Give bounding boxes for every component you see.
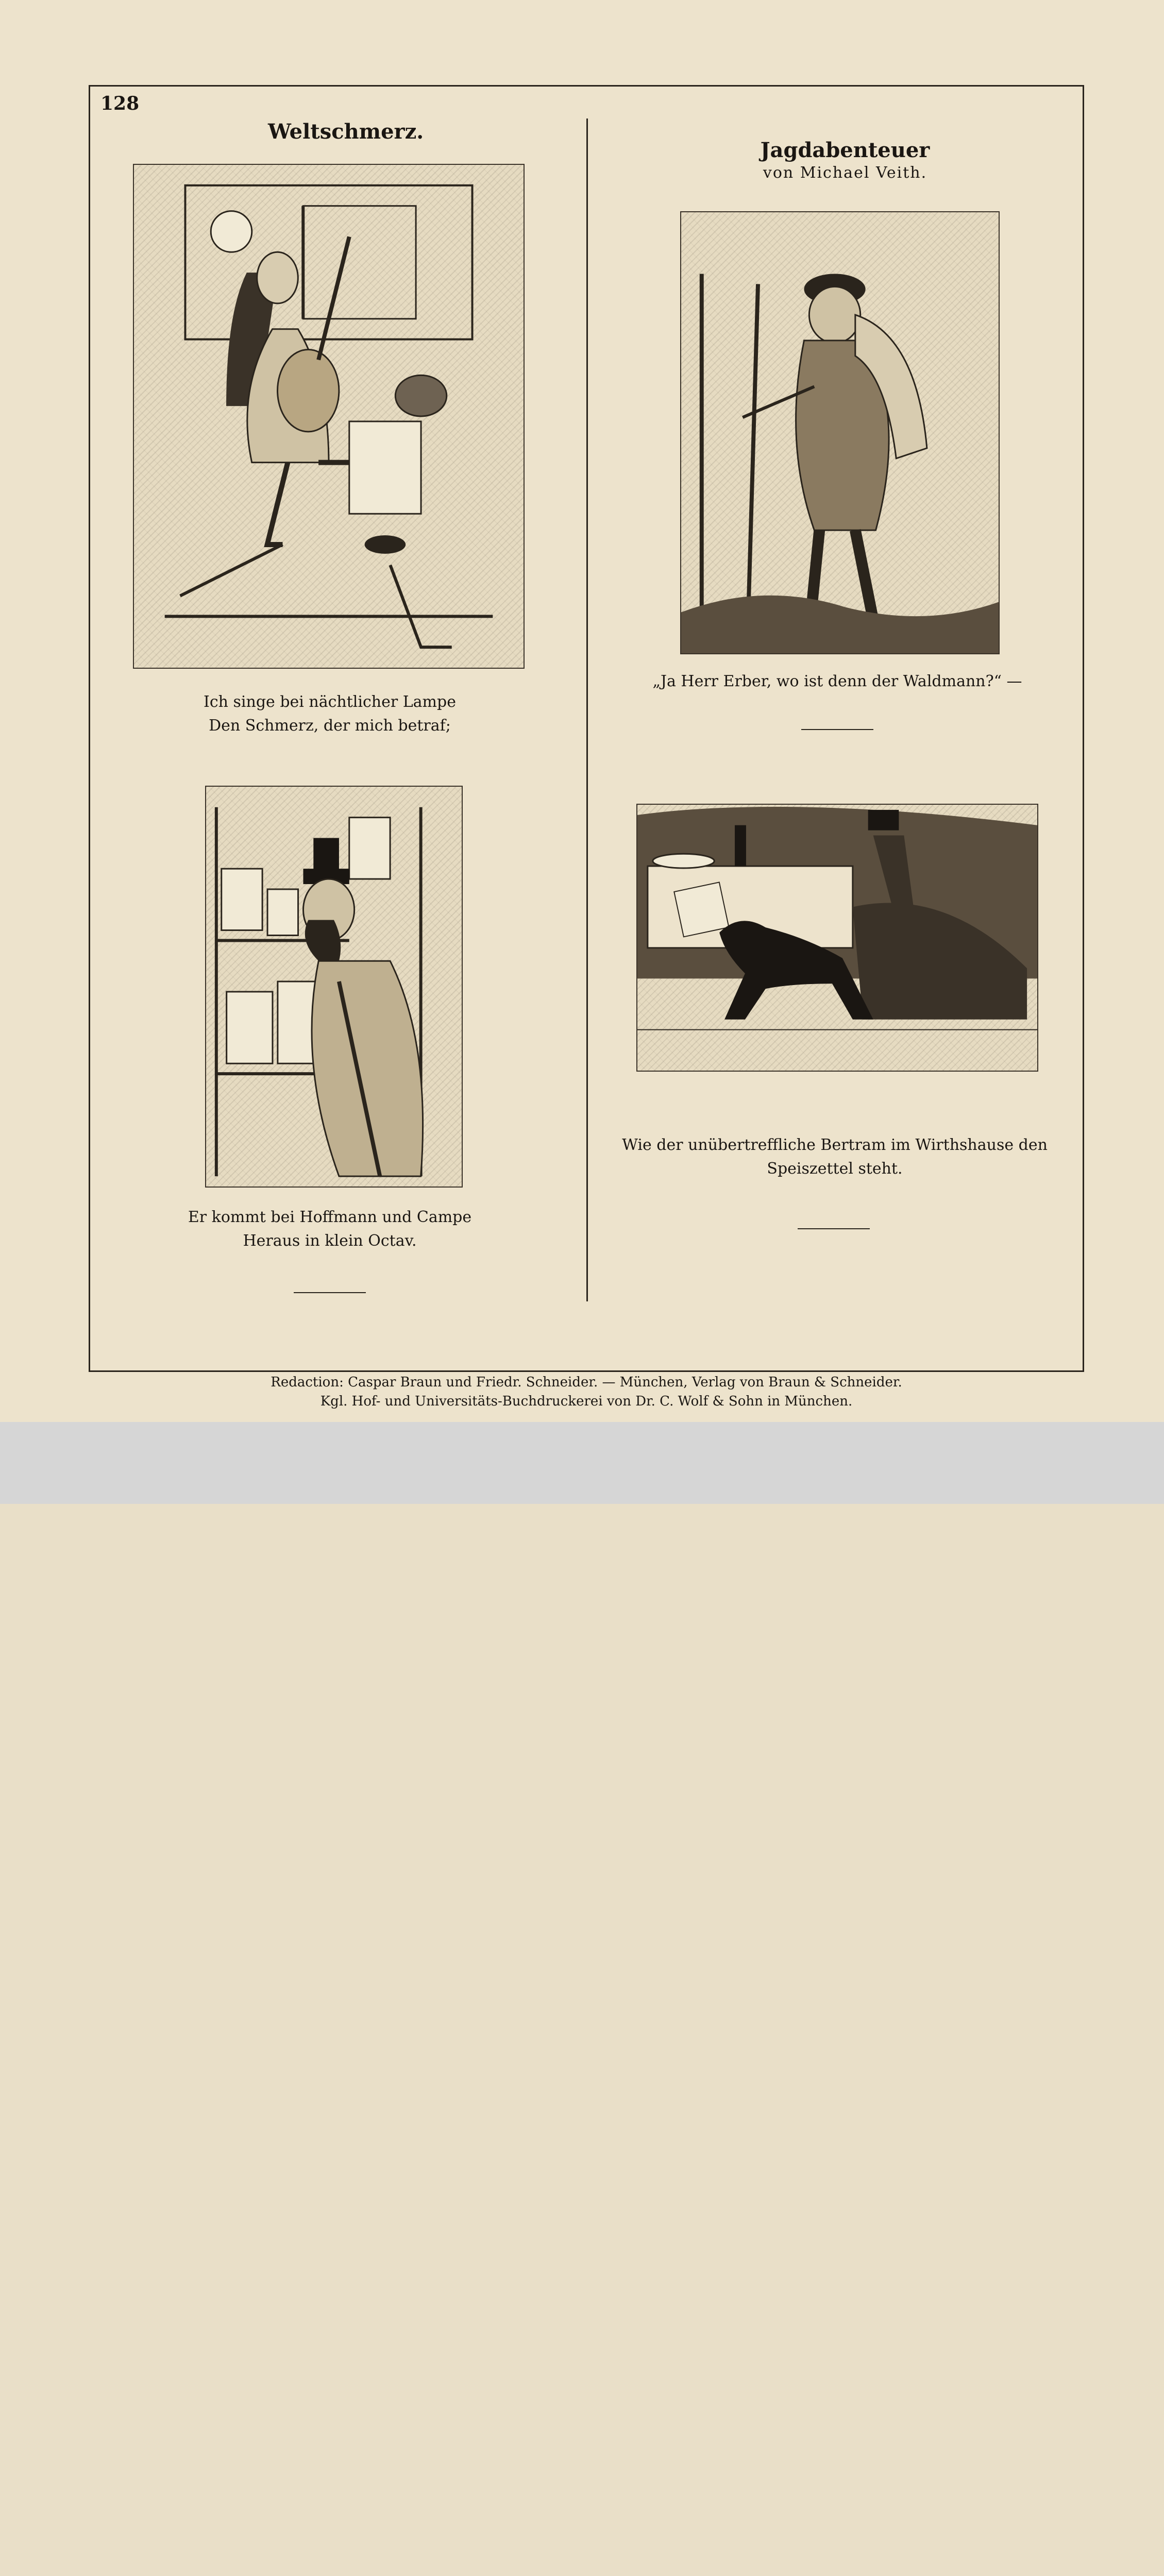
caption-jagd-top: „Ja Herr Erber, wo ist denn der Waldmann?“ — [652,672,1022,690]
caption-line: Den Schmerz, der mich betraf; [209,717,451,735]
short-rule [798,1228,870,1229]
short-rule [294,1292,366,1293]
caption-line: Wie der unübertreffliche Bertram im Wirthshause den [622,1136,1048,1154]
illustration-hunter [680,211,1000,654]
title-weltschmerz: Weltschmerz. [268,120,424,144]
caption-line: Er kommt bei Hoffmann und Campe [188,1208,472,1226]
caption-line: Ich singe bei nächtlicher Lampe [204,693,456,711]
illustration-bookshop [205,786,463,1188]
caption-weltschmerz-bottom [155,1206,505,1253]
byline: von Michael Veith. [763,164,927,182]
caption-bertram [618,1133,1051,1181]
illustration-dog-table [636,804,1038,1072]
caption-line: Speiszettel steht. [767,1160,903,1178]
short-rule [801,729,873,730]
library-bar [0,1422,1164,1504]
illustration-singer-guitar [133,164,525,669]
caption-line: Heraus in klein Octav. [243,1232,417,1250]
caption-weltschmerz-top [155,690,505,738]
title-jagdabenteuer: Jagdabenteuer [760,138,930,162]
page-number: 128 [100,93,140,114]
footer-redaction: Redaction: Caspar Braun und Friedr. Schneider. — München, Verlag von Braun & Schneider. [271,1375,902,1390]
column-divider [586,118,588,1301]
footer-printer: Kgl. Hof- und Universitäts-Buchdruckerei von Dr. C. Wolf & Sohn in München. [320,1394,853,1409]
